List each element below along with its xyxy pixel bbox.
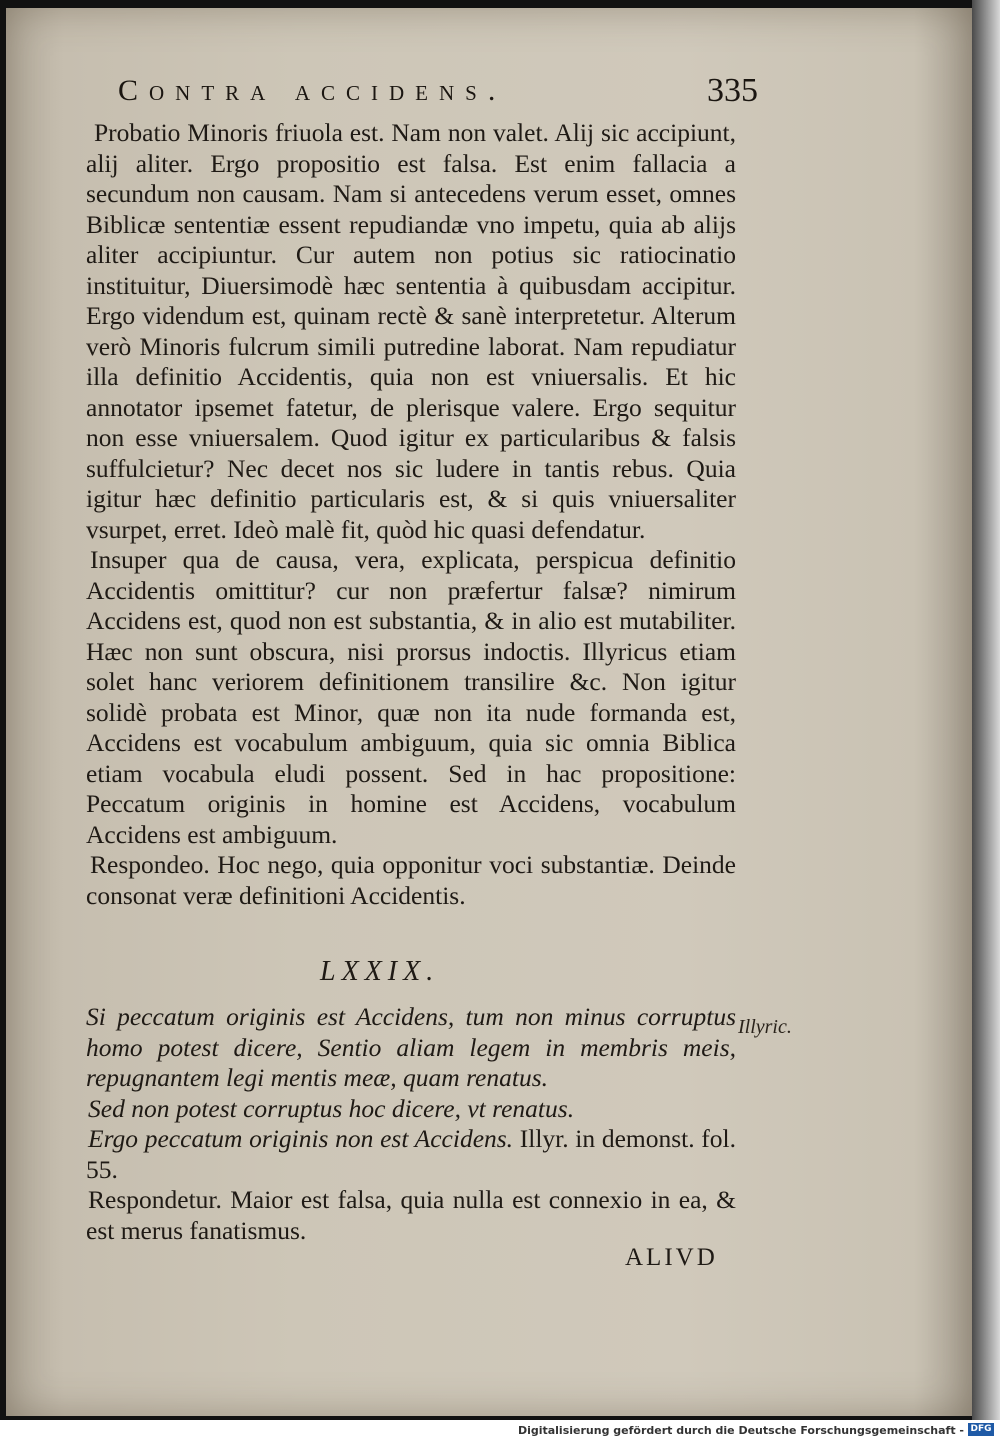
syllogism-major: Si peccatum originis est Accidens, tum non minus corruptus homo potest dicere, Sentio aliam legem in membris meis, repugnantem legi mentis meæ, quam renatus. — [86, 1002, 736, 1092]
syllogism-block — [86, 1002, 736, 1246]
page-number: 335 — [707, 72, 758, 109]
response-paragraph: Respondetur. Maior est falsa, quia nulla est connexio in ea, & est merus fanatismus. — [86, 1185, 736, 1245]
dfg-logo: DFG — [968, 1423, 994, 1436]
footer-credit: Digitalisierung gefördert durch die Deutsche Forschungsgemeinschaft - — [517, 1424, 964, 1437]
running-head-title: Contra accidens. — [118, 74, 507, 107]
catchword: ALIVD — [625, 1244, 718, 1271]
margin-note: Illyric. — [738, 1016, 792, 1038]
syllogism-minor: Sed non potest corruptus hoc dicere, vt renatus. — [88, 1093, 575, 1123]
citation: Illyr. in demonst. fol. 55. — [86, 1124, 736, 1184]
paragraph: Probatio Minoris friuola est. Nam non valet. Alij sic accipiunt, alij aliter. Ergo propositio est falsa. Est enim fallacia a secundum non causam. Nam si antecedens verum esset, omnes Biblicæ sententiæ essent repudiandæ vno impetu, quia ab alijs aliter accipiuntur. Cur autem non potius sic ratiocinatio instituitur, Diuersimodè hæc sententia à quibusdam accipitur. Ergo videndum est, quinam rectè & sanè interpretetur. Alterum verò Minoris fulcrum simili putredine laborat. Nam repudiatur illa definitio Accidentis, quia non est vniuersalis. Et hic annotator ipsemet fatetur, de plerisque valere. Ergo sequitur non esse vniuersalem. Quod igitur ex particularibus & falsis suffulcietur? Nec decet nos sic ludere in tantis rebus. Quia igitur hæc definitio particularis est, & si quis vniuersaliter vsurpet, erret. Ideò malè fit, quòd hic quasi defendatur. — [86, 118, 736, 544]
paragraph: Insuper qua de causa, vera, explicata, perspicua definitio Accidentis omittitur? cur non præfertur falsæ? nimirum Accidens est, quod non est substantia, & in alio est mutabiliter. Hæc non sunt obscura, nisi prorsus indoctis. Illyricus etiam solet hanc veriorem definitionem transilire &c. Non igitur solidè probata est Minor, quæ non ita nude formanda est, Accidens est vocabulum ambiguum, quia sic omnia Biblica etiam vocabula eludi possent. Sed in hac propositione: Peccatum originis in homine est Accidens, vocabulum Accidens est ambiguum. — [86, 545, 736, 849]
syllogism-conclusion-line — [86, 1124, 736, 1185]
scan-edge-strip — [972, 0, 1000, 1420]
syllogism-conclusion: Ergo peccatum originis non est Accidens. — [88, 1124, 514, 1153]
section-number: LXXIX. — [320, 956, 440, 987]
paragraph: Respondeo. Hoc nego, quia opponitur voci substantiæ. Deinde consonat veræ definitioni Accidentis. — [86, 850, 736, 910]
main-text — [86, 118, 736, 911]
running-head — [118, 74, 768, 118]
